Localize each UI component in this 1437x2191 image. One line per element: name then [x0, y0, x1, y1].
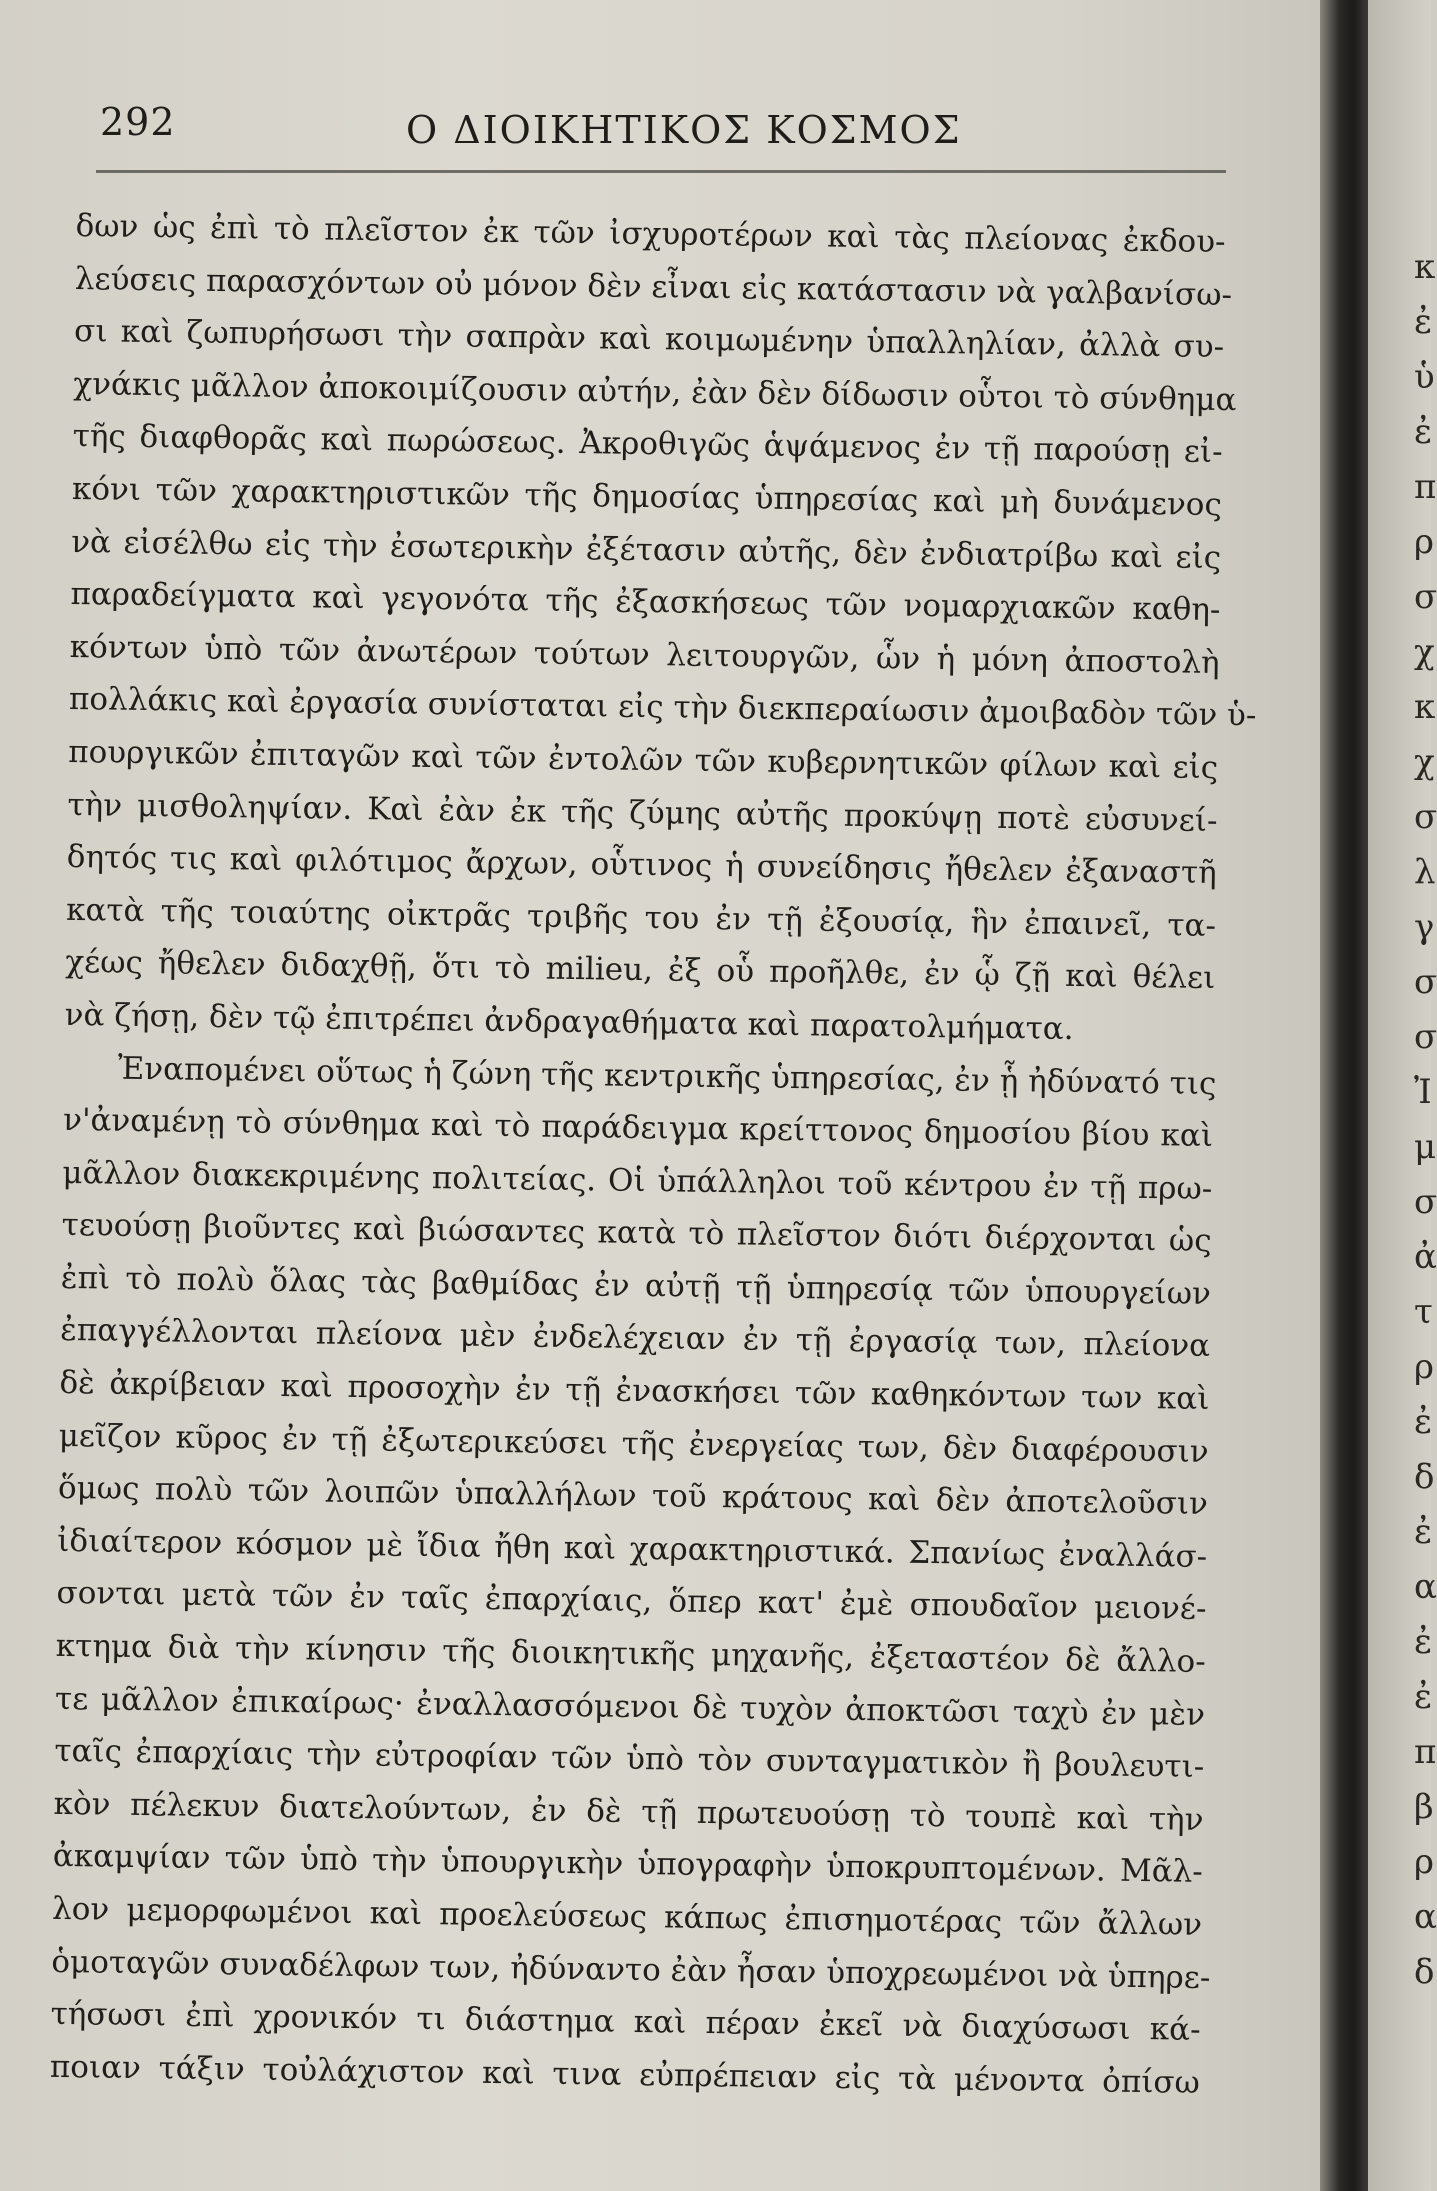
- adjacent-page-fragment: σ: [1414, 1017, 1437, 1057]
- adjacent-page-fragment: ἐ: [1414, 1622, 1433, 1662]
- text-line: λεύσεις παρασχόντων οὐ μόνον δὲν εἶναι εἰς κατάστασιν νὰ γαλβανίσω-: [74, 260, 1233, 313]
- text-line: ἀκαμψίαν τῶν ὑπὸ τὴν ὑπουργικὴν ὑπογραφὴν ὑποκρυπτομένων. Μᾶλ-: [52, 1838, 1204, 1891]
- text-line: τευούσῃ βιοῦντες καὶ βιώσαντες κατὰ τὸ πλεῖστον διότι διέρχονται ὡς: [61, 1207, 1212, 1260]
- text-line: μᾶλλον διακεκριμένης πολιτείας. Οἱ ὑπάλληλοι τοῦ κέντρου ἐν τῇ πρω-: [62, 1154, 1213, 1207]
- text-line: παραδείγματα καὶ γεγονότα τῆς ἐξασκήσεως τῶν νομαρχιακῶν καθη-: [70, 576, 1221, 629]
- text-line: τῆς διαφθορᾶς καὶ πωρώσεως. Ἀκροθιγῶς ἁψάμενος ἐν τῇ παρούσῃ εἰ-: [72, 418, 1223, 471]
- adjacent-page-fragment: ρ: [1414, 1347, 1434, 1387]
- adjacent-page-fragment: δ: [1414, 1952, 1435, 1992]
- adjacent-page-fragment: ἐ: [1414, 412, 1433, 452]
- text-line: ποιαν τάξιν τοὐλάχιστον καὶ τινα εὐπρέπειαν εἰς τὰ μένοντα ὀπίσω: [49, 2048, 1201, 2101]
- text-line: χνάκις μᾶλλον ἀποκοιμίζουσιν αὐτήν, ἐὰν δὲν δίδωσιν οὗτοι τὸ σύνθημα: [73, 365, 1237, 419]
- adjacent-page-fragment: κ: [1414, 687, 1436, 727]
- adjacent-page-fragment: π: [1414, 467, 1437, 507]
- adjacent-page-fragment: ἀ: [1414, 1237, 1437, 1277]
- adjacent-page-fragment: σ: [1414, 962, 1437, 1002]
- text-line: Ἐναπομένει οὕτως ἡ ζώνη τῆς κεντρικῆς ὑπηρεσίας, ἐν ᾗ ἠδύνατό τις: [117, 1050, 1217, 1102]
- adjacent-page-fragment: ἐ: [1414, 1512, 1433, 1552]
- text-line: κὸν πέλεκυν διατελούντων, ἐν δὲ τῇ πρωτευούσῃ τὸ τουπὲ καὶ τὴν: [53, 1785, 1204, 1838]
- text-line: κατὰ τῆς τοιαύτης οἰκτρᾶς τριβῆς του ἐν τῇ ἐξουσίᾳ, ἣν ἐπαινεῖ, τα-: [65, 891, 1217, 944]
- text-line: κόνι τῶν χαρακτηριστικῶν τῆς δημοσίας ὑπηρεσίας καὶ μὴ δυνάμενος: [71, 470, 1223, 523]
- adjacent-page-fragment: α: [1414, 1567, 1437, 1607]
- text-line: πουργικῶν ἐπιταγῶν καὶ τῶν ἐντολῶν τῶν κυβερνητικῶν φίλων καὶ εἰς: [68, 733, 1219, 786]
- adjacent-page-fragment: ἐ: [1414, 1402, 1433, 1442]
- text-line: ἐπαγγέλλονται πλείονα μὲν ἐνδελέχειαν ἐν τῇ ἐργασίᾳ των, πλείονα: [59, 1312, 1211, 1365]
- adjacent-page-fragment: χ: [1414, 742, 1435, 782]
- adjacent-page-fragment: ρ: [1414, 522, 1434, 562]
- adjacent-page-fragment: σ: [1414, 797, 1437, 837]
- text-line: δων ὡς ἐπὶ τὸ πλεῖστον ἐκ τῶν ἰσχυροτέρων καὶ τὰς πλείονας ἐκδου-: [75, 207, 1226, 261]
- text-line: λον μεμορφωμένοι καὶ προελεύσεως κάπως ἐπισημοτέρας τῶν ἄλλων: [51, 1890, 1203, 1943]
- text-line: ταῖς ἐπαρχίαις τὴν εὐτροφίαν τῶν ὑπὸ τὸν συνταγματικὸν ἢ βουλευτι-: [54, 1733, 1205, 1786]
- adjacent-page-fragment: Ἰ: [1414, 1072, 1432, 1112]
- text-line: ὅμως πολὺ τῶν λοιπῶν ὑπαλλήλων τοῦ κράτους καὶ δὲν ἀποτελοῦσιν: [57, 1470, 1209, 1523]
- text-line: κτημα διὰ τὴν κίνησιν τῆς διοικητικῆς μηχανῆς, ἐξεταστέον δὲ ἄλλο-: [55, 1627, 1206, 1680]
- adjacent-page-fragment: τ: [1414, 1292, 1433, 1332]
- adjacent-page-fragment: ἐ: [1414, 302, 1433, 342]
- text-line: πολλάκις καὶ ἐργασία συνίσταται εἰς τὴν διεκπεραίωσιν ἀμοιβαδὸν τῶν ὑ-: [68, 681, 1257, 734]
- running-header: [96, 100, 1226, 160]
- adjacent-page-fragment: μ: [1414, 1127, 1437, 1167]
- text-line: κόντων ὑπὸ τῶν ἀνωτέρων τούτων λειτουργῶν, ὧν ἡ μόνη ἀποστολὴ: [69, 628, 1220, 681]
- adjacent-page-fragment: β: [1414, 1787, 1434, 1827]
- adjacent-page-fragment: δ: [1414, 1457, 1435, 1497]
- text-line: δὲ ἀκρίβειαν καὶ προσοχὴν ἐν τῇ ἐνασκήσει τῶν καθηκόντων των καὶ: [59, 1364, 1210, 1418]
- adjacent-page-fragment: κ: [1414, 247, 1436, 287]
- running-title: Ο ΔΙΟΙΚΗΤΙΚΟΣ ΚΟΣΜΟΣ: [406, 108, 962, 152]
- text-line: τε μᾶλλον ἐπικαίρως· ἐναλλασσόμενοι δὲ τυχὸν ἀποκτῶσι ταχὺ ἐν μὲν: [54, 1680, 1206, 1733]
- book-gutter: [1320, 0, 1368, 2191]
- text-line: ν'ἀναμένῃ τὸ σύνθημα καὶ τὸ παράδειγμα κρείττονος δημοσίου βίου καὶ: [62, 1102, 1214, 1155]
- body-text: [49, 200, 1257, 2109]
- adjacent-page-fragment: γ: [1414, 907, 1435, 947]
- header-rule: [96, 170, 1226, 173]
- text-line: σι καὶ ζωπυρήσωσι τὴν σαπρὰν καὶ κοιμωμένην ὑπαλληλίαν, ἀλλὰ συ-: [73, 313, 1225, 366]
- adjacent-page-edge: [1368, 0, 1437, 2191]
- adjacent-page-fragment: σ: [1414, 1182, 1437, 1222]
- text-line: ἰδιαίτερον κόσμον μὲ ἴδια ἤθη καὶ χαρακτηριστικά. Σπανίως ἐναλλάσ-: [57, 1522, 1208, 1575]
- text-line: τήσωσι ἐπὶ χρονικόν τι διάστημα καὶ πέραν ἐκεῖ νὰ διαχύσωσι κά-: [50, 1996, 1201, 2049]
- page-number: 292: [100, 100, 176, 144]
- text-line: ἐπὶ τὸ πολὺ ὅλας τὰς βαθμίδας ἐν αὐτῇ τῇ ὑπηρεσίᾳ τῶν ὑπουργείων: [60, 1259, 1212, 1312]
- adjacent-page-fragment: λ: [1414, 852, 1436, 892]
- adjacent-page-fragment: χ: [1414, 632, 1435, 672]
- adjacent-page-fragment: α: [1414, 1897, 1437, 1937]
- text-line: ὁμοταγῶν συναδέλφων των, ἠδύναντο ἐὰν ἦσαν ὑποχρεωμένοι νὰ ὑπηρε-: [51, 1943, 1211, 1996]
- text-line: νὰ εἰσέλθω εἰς τὴν ἐσωτερικὴν ἐξέτασιν αὐτῆς, δὲν ἐνδιατρίβω καὶ εἰς: [70, 523, 1222, 576]
- adjacent-page-fragment: ὑ: [1414, 357, 1435, 397]
- text-line: νὰ ζήσῃ, δὲν τῷ ἐπιτρέπει ἀνδραγαθήματα καὶ παρατολμήματα.: [64, 996, 1074, 1047]
- adjacent-page-fragment: σ: [1414, 577, 1437, 617]
- text-line: δητός τις καὶ φιλότιμος ἄρχων, οὗτινος ἡ συνείδησις ἤθελεν ἐξαναστῆ: [66, 839, 1217, 892]
- text-line: μεῖζον κῦρος ἐν τῇ ἐξωτερικεύσει τῆς ἐνεργείας των, δὲν διαφέρουσιν: [58, 1417, 1209, 1470]
- adjacent-page-fragment: ἐ: [1414, 1677, 1433, 1717]
- text-line: τὴν μισθοληψίαν. Καὶ ἐὰν ἐκ τῆς ζύμης αὐτῆς προκύψῃ ποτὲ εὐσυνεί-: [67, 786, 1218, 839]
- text-line: σονται μετὰ τῶν ἐν ταῖς ἐπαρχίαις, ὅπερ κατ' ἐμὲ σπουδαῖον μειονέ-: [56, 1575, 1207, 1628]
- adjacent-page-fragment: ρ: [1414, 1842, 1434, 1882]
- text-line: χέως ἤθελεν διδαχθῇ, ὅτι τὸ milieu, ἐξ οὗ προῆλθε, ἐν ᾧ ζῇ καὶ θέλει: [65, 944, 1216, 997]
- adjacent-page-fragment: π: [1414, 1732, 1437, 1772]
